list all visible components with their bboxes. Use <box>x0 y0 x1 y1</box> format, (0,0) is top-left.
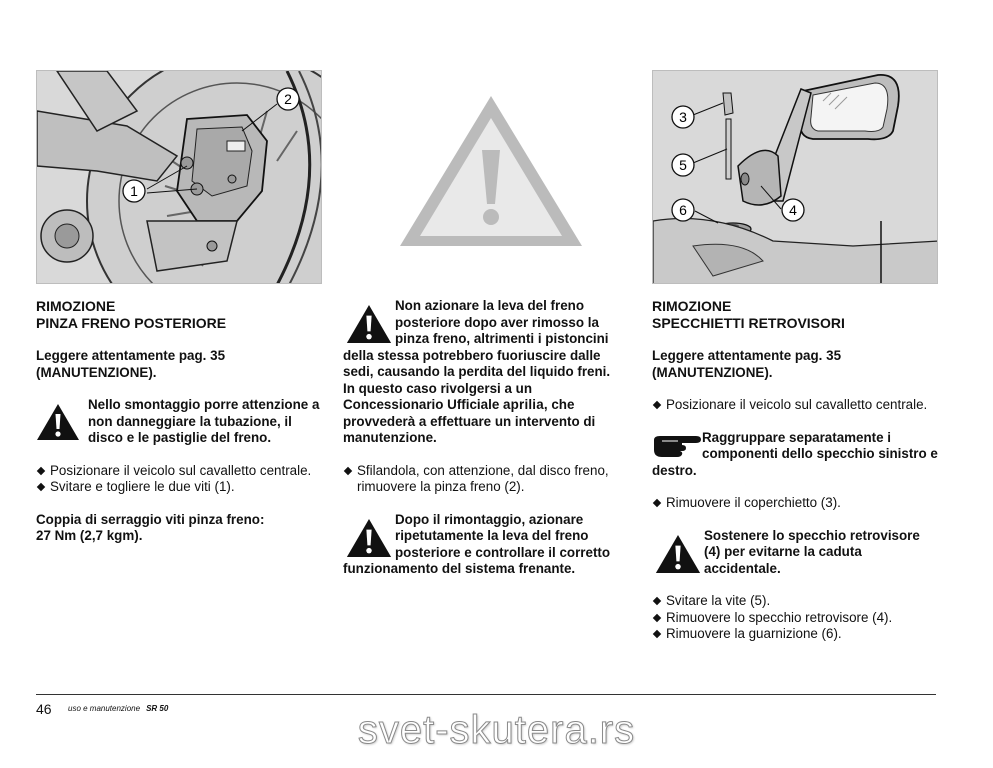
warning-note-reassembly: Dopo il rimontaggio, azionare ripetutamente la leva del freno posteriore e controllare il corretto funzionamento del sistema frenante. <box>343 511 611 576</box>
column-left <box>36 298 322 545</box>
column-right <box>652 298 938 643</box>
warning-note-lever: Non azionare la leva del freno posteriore dopo aver rimosso la pinza freno, altrimenti i pistoncini della stessa potrebbero fuoriuscire dalle sedi, causando la perdita del liquido freni. <box>343 298 611 379</box>
reference-note: Leggere attentamente pag. 35 (MANUTENZIONE). <box>36 348 226 380</box>
warning-icon <box>36 403 80 441</box>
footer-text: uso e manutenzione SR 50 <box>68 704 169 713</box>
step-list <box>652 397 938 414</box>
warning-icon <box>343 518 395 558</box>
reference-note: Leggere attentamente pag. 35 (MANUTENZIONE). <box>652 348 842 380</box>
list-item: Posizionare il veicolo sul cavalletto centrale. <box>652 397 938 414</box>
warning-icon <box>652 534 704 574</box>
hand-note: Raggruppare separatamente i componenti dello specchio sinistro e destro. <box>652 429 938 478</box>
caliper-illustration <box>36 70 322 284</box>
list-item: Rimuovere lo specchio retrovisore (4). <box>652 610 938 627</box>
callout-1-label: 1 <box>130 183 138 199</box>
mirror-illustration <box>652 70 938 284</box>
section-title-caliper: RIMOZIONE PINZA FRENO POSTERIORE <box>36 298 227 331</box>
warning-triangle-icon <box>396 92 586 252</box>
warning-icon <box>343 304 395 344</box>
pointing-hand-icon <box>652 432 702 458</box>
callout-2-label: 2 <box>284 91 292 107</box>
section-title-mirrors: RIMOZIONE SPECCHIETTI RETROVISORI <box>652 298 845 331</box>
list-item: Rimuovere la guarnizione (6). <box>652 626 938 643</box>
footer-divider <box>36 694 936 695</box>
model-name: SR 50 <box>146 704 169 713</box>
list-item: Rimuovere il coperchietto (3). <box>652 495 938 512</box>
warning-note-mirror: Sostenere lo specchio retrovisore (4) per evitarne la caduta accidentale. <box>652 528 938 578</box>
step-list <box>652 495 938 512</box>
warning-note: Nello smontaggio porre attenzione a non danneggiare la tubazione, il disco e le pastiglie del freno. <box>36 397 322 447</box>
list-item: Posizionare il veicolo sul cavalletto centrale. <box>36 463 322 480</box>
brand-name: aprilia <box>503 397 544 412</box>
step-list <box>652 593 938 643</box>
step-list <box>36 463 322 496</box>
step-list <box>343 463 629 496</box>
callout-6-label: 6 <box>679 202 687 218</box>
list-item: Sfilandola, con attenzione, dal disco freno, rimuovere la pinza freno (2). <box>343 463 629 496</box>
callout-3-label: 3 <box>679 109 687 125</box>
service-note: In questo caso rivolgersi a un Concessionario Ufficiale aprilia, che provvederà a effettuare un intervento di manutenzione. <box>343 380 596 445</box>
callout-5-label: 5 <box>679 157 687 173</box>
list-item: Svitare la vite (5). <box>652 593 938 610</box>
page-number: 46 <box>36 701 52 717</box>
list-item: Svitare e togliere le due viti (1). <box>36 479 322 496</box>
callout-4-label: 4 <box>789 202 797 218</box>
torque-spec: Coppia di serraggio viti pinza freno: 27 Nm (2,7 kgm). <box>36 511 265 543</box>
watermark: svet-skutera.rs <box>357 708 636 752</box>
column-middle <box>343 298 629 578</box>
